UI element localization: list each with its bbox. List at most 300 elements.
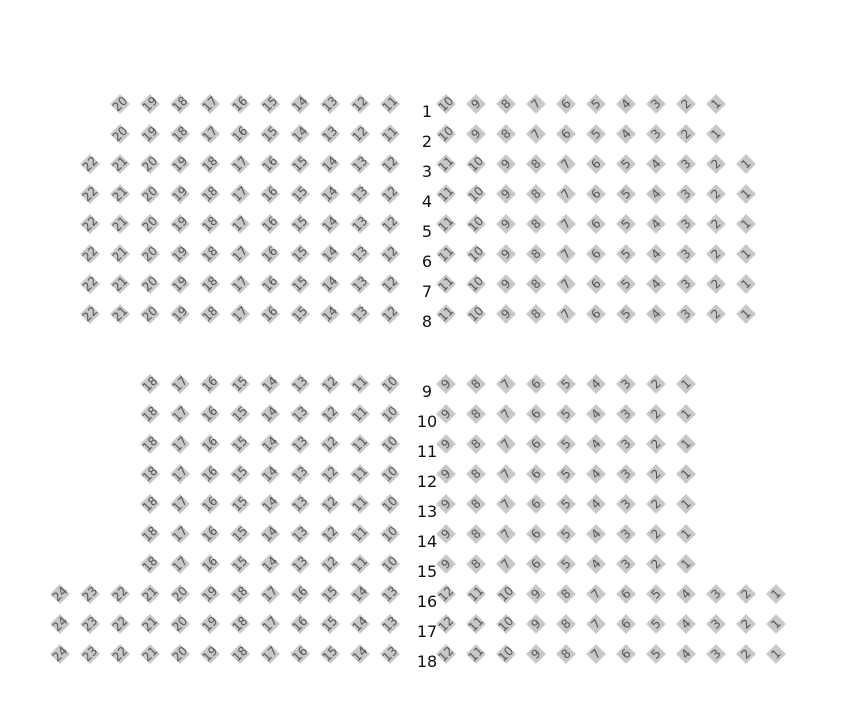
seat[interactable] [556, 214, 576, 234]
seat[interactable] [736, 614, 756, 634]
seat[interactable] [646, 524, 666, 544]
seat[interactable] [586, 184, 606, 204]
seat[interactable] [350, 124, 370, 144]
seat[interactable] [290, 554, 310, 574]
seat[interactable] [320, 404, 340, 424]
seat[interactable] [140, 184, 160, 204]
seat[interactable] [200, 124, 220, 144]
seat[interactable] [466, 434, 486, 454]
seat[interactable] [496, 404, 516, 424]
seat[interactable] [676, 554, 696, 574]
seat[interactable] [380, 214, 400, 234]
seat[interactable] [496, 184, 516, 204]
seat[interactable] [140, 614, 160, 634]
seat[interactable] [320, 464, 340, 484]
seat[interactable] [556, 304, 576, 324]
seat[interactable] [50, 584, 70, 604]
seat[interactable] [496, 274, 516, 294]
seat[interactable] [110, 94, 130, 114]
seat[interactable] [526, 94, 546, 114]
seat[interactable] [556, 464, 576, 484]
seat[interactable] [230, 644, 250, 664]
seat[interactable] [616, 94, 636, 114]
seat[interactable] [200, 94, 220, 114]
seat[interactable] [616, 374, 636, 394]
seat[interactable] [80, 274, 100, 294]
seat[interactable] [200, 304, 220, 324]
seat[interactable] [140, 584, 160, 604]
seat[interactable] [586, 374, 606, 394]
seat[interactable] [676, 124, 696, 144]
seat[interactable] [380, 584, 400, 604]
seat[interactable] [466, 614, 486, 634]
seat[interactable] [676, 154, 696, 174]
seat[interactable] [466, 124, 486, 144]
seat[interactable] [380, 494, 400, 514]
seat[interactable] [200, 244, 220, 264]
seat[interactable] [380, 374, 400, 394]
seat[interactable] [170, 524, 190, 544]
seat[interactable] [260, 464, 280, 484]
seat[interactable] [616, 614, 636, 634]
seat[interactable] [466, 554, 486, 574]
seat[interactable] [290, 154, 310, 174]
seat[interactable] [556, 584, 576, 604]
seat[interactable] [170, 154, 190, 174]
seat[interactable] [526, 244, 546, 264]
seat[interactable] [200, 524, 220, 544]
seat[interactable] [496, 494, 516, 514]
seat[interactable] [380, 184, 400, 204]
seat[interactable] [260, 524, 280, 544]
seat[interactable] [436, 644, 456, 664]
seat[interactable] [170, 464, 190, 484]
seat[interactable] [260, 584, 280, 604]
seat[interactable] [380, 554, 400, 574]
seat[interactable] [320, 554, 340, 574]
seat[interactable] [646, 214, 666, 234]
seat[interactable] [616, 124, 636, 144]
seat[interactable] [80, 584, 100, 604]
seat[interactable] [496, 614, 516, 634]
seat[interactable] [616, 524, 636, 544]
seat[interactable] [526, 434, 546, 454]
seat[interactable] [526, 554, 546, 574]
seat[interactable] [496, 304, 516, 324]
seat[interactable] [616, 214, 636, 234]
seat[interactable] [170, 124, 190, 144]
seat[interactable] [556, 274, 576, 294]
seat[interactable] [436, 184, 456, 204]
seat[interactable] [170, 434, 190, 454]
seat[interactable] [380, 524, 400, 544]
seat[interactable] [350, 524, 370, 544]
seat[interactable] [200, 554, 220, 574]
seat[interactable] [436, 434, 456, 454]
seat[interactable] [170, 584, 190, 604]
seat[interactable] [646, 434, 666, 454]
seat[interactable] [736, 304, 756, 324]
seat[interactable] [436, 154, 456, 174]
seat[interactable] [260, 214, 280, 234]
seat[interactable] [556, 434, 576, 454]
seat[interactable] [436, 584, 456, 604]
seat[interactable] [290, 304, 310, 324]
seat[interactable] [736, 274, 756, 294]
seat[interactable] [706, 584, 726, 604]
seat[interactable] [80, 184, 100, 204]
seat[interactable] [646, 464, 666, 484]
seat[interactable] [230, 124, 250, 144]
seat[interactable] [736, 244, 756, 264]
seat[interactable] [290, 274, 310, 294]
seat[interactable] [140, 274, 160, 294]
seat[interactable] [110, 244, 130, 264]
seat[interactable] [110, 304, 130, 324]
seat[interactable] [140, 374, 160, 394]
seat[interactable] [706, 124, 726, 144]
seat[interactable] [290, 494, 310, 514]
seat[interactable] [80, 304, 100, 324]
seat[interactable] [646, 644, 666, 664]
seat[interactable] [350, 614, 370, 634]
seat[interactable] [676, 184, 696, 204]
seat[interactable] [466, 404, 486, 424]
seat[interactable] [616, 494, 636, 514]
seat[interactable] [50, 644, 70, 664]
seat[interactable] [496, 464, 516, 484]
seat[interactable] [526, 184, 546, 204]
seat[interactable] [556, 374, 576, 394]
seat[interactable] [616, 464, 636, 484]
seat[interactable] [496, 244, 516, 264]
seat[interactable] [230, 154, 250, 174]
seat[interactable] [586, 154, 606, 174]
seat[interactable] [526, 214, 546, 234]
seat[interactable] [320, 244, 340, 264]
seat[interactable] [290, 184, 310, 204]
seat[interactable] [200, 464, 220, 484]
seat[interactable] [676, 644, 696, 664]
seat[interactable] [706, 244, 726, 264]
seat[interactable] [496, 214, 516, 234]
seat[interactable] [676, 304, 696, 324]
seat[interactable] [170, 404, 190, 424]
seat[interactable] [170, 244, 190, 264]
seat[interactable] [586, 434, 606, 454]
seat[interactable] [260, 184, 280, 204]
seat[interactable] [676, 614, 696, 634]
seat[interactable] [260, 554, 280, 574]
seat[interactable] [706, 614, 726, 634]
seat[interactable] [496, 434, 516, 454]
seat[interactable] [170, 304, 190, 324]
seat[interactable] [586, 214, 606, 234]
seat[interactable] [736, 644, 756, 664]
seat[interactable] [646, 374, 666, 394]
seat[interactable] [230, 494, 250, 514]
seat[interactable] [436, 464, 456, 484]
seat[interactable] [170, 494, 190, 514]
seat[interactable] [556, 524, 576, 544]
seat[interactable] [586, 614, 606, 634]
seat[interactable] [526, 124, 546, 144]
seat[interactable] [290, 464, 310, 484]
seat[interactable] [110, 154, 130, 174]
seat[interactable] [646, 94, 666, 114]
seat[interactable] [260, 124, 280, 144]
seat[interactable] [496, 154, 516, 174]
seat[interactable] [736, 214, 756, 234]
seat[interactable] [466, 584, 486, 604]
seat[interactable] [436, 554, 456, 574]
seat[interactable] [230, 214, 250, 234]
seat[interactable] [200, 184, 220, 204]
seat[interactable] [496, 554, 516, 574]
seat[interactable] [586, 464, 606, 484]
seat[interactable] [616, 244, 636, 264]
seat[interactable] [436, 304, 456, 324]
seat[interactable] [230, 184, 250, 204]
seat[interactable] [350, 464, 370, 484]
seat[interactable] [646, 554, 666, 574]
seat[interactable] [646, 584, 666, 604]
seat[interactable] [320, 94, 340, 114]
seat[interactable] [496, 124, 516, 144]
seat[interactable] [350, 154, 370, 174]
seat[interactable] [676, 584, 696, 604]
seat[interactable] [646, 154, 666, 174]
seat[interactable] [496, 374, 516, 394]
seat[interactable] [616, 304, 636, 324]
seat[interactable] [80, 614, 100, 634]
seat[interactable] [436, 404, 456, 424]
seat[interactable] [496, 524, 516, 544]
seat[interactable] [616, 404, 636, 424]
seat[interactable] [706, 184, 726, 204]
seat[interactable] [766, 584, 786, 604]
seat[interactable] [290, 644, 310, 664]
seat[interactable] [80, 154, 100, 174]
seat[interactable] [260, 154, 280, 174]
seat[interactable] [350, 374, 370, 394]
seat[interactable] [320, 374, 340, 394]
seat[interactable] [290, 94, 310, 114]
seat[interactable] [80, 214, 100, 234]
seat[interactable] [380, 274, 400, 294]
seat[interactable] [80, 644, 100, 664]
seat[interactable] [230, 554, 250, 574]
seat[interactable] [170, 94, 190, 114]
seat[interactable] [290, 434, 310, 454]
seat[interactable] [350, 184, 370, 204]
seat[interactable] [586, 404, 606, 424]
seat[interactable] [380, 404, 400, 424]
seat[interactable] [586, 644, 606, 664]
seat[interactable] [526, 304, 546, 324]
seat[interactable] [170, 214, 190, 234]
seat[interactable] [110, 124, 130, 144]
seat[interactable] [290, 404, 310, 424]
seat[interactable] [350, 304, 370, 324]
seat[interactable] [646, 274, 666, 294]
seat[interactable] [526, 464, 546, 484]
seat[interactable] [526, 404, 546, 424]
seat[interactable] [526, 154, 546, 174]
seat[interactable] [110, 584, 130, 604]
seat[interactable] [350, 434, 370, 454]
seat[interactable] [616, 644, 636, 664]
seat[interactable] [586, 554, 606, 574]
seat[interactable] [466, 304, 486, 324]
seat[interactable] [140, 124, 160, 144]
seat[interactable] [350, 404, 370, 424]
seat[interactable] [260, 94, 280, 114]
seat[interactable] [230, 404, 250, 424]
seat[interactable] [350, 94, 370, 114]
seat[interactable] [350, 644, 370, 664]
seat[interactable] [646, 404, 666, 424]
seat[interactable] [466, 154, 486, 174]
seat[interactable] [436, 614, 456, 634]
seat[interactable] [260, 374, 280, 394]
seat[interactable] [320, 524, 340, 544]
seat[interactable] [466, 244, 486, 264]
seat[interactable] [110, 614, 130, 634]
seat[interactable] [260, 494, 280, 514]
seat[interactable] [766, 614, 786, 634]
seat[interactable] [350, 554, 370, 574]
seat[interactable] [496, 644, 516, 664]
seat[interactable] [706, 154, 726, 174]
seat[interactable] [676, 494, 696, 514]
seat[interactable] [110, 644, 130, 664]
seat[interactable] [676, 244, 696, 264]
seat[interactable] [676, 404, 696, 424]
seat[interactable] [290, 214, 310, 234]
seat[interactable] [616, 434, 636, 454]
seat[interactable] [230, 434, 250, 454]
seat[interactable] [436, 244, 456, 264]
seat[interactable] [320, 184, 340, 204]
seat[interactable] [646, 494, 666, 514]
seat[interactable] [380, 614, 400, 634]
seat[interactable] [260, 644, 280, 664]
seat[interactable] [556, 404, 576, 424]
seat[interactable] [676, 524, 696, 544]
seat[interactable] [646, 614, 666, 634]
seat[interactable] [676, 374, 696, 394]
seat[interactable] [706, 304, 726, 324]
seat[interactable] [556, 494, 576, 514]
seat[interactable] [320, 124, 340, 144]
seat[interactable] [350, 214, 370, 234]
seat[interactable] [676, 214, 696, 234]
seat[interactable] [436, 274, 456, 294]
seat[interactable] [170, 274, 190, 294]
seat[interactable] [260, 434, 280, 454]
seat[interactable] [586, 124, 606, 144]
seat[interactable] [170, 374, 190, 394]
seat[interactable] [200, 614, 220, 634]
seat[interactable] [380, 644, 400, 664]
seat[interactable] [706, 274, 726, 294]
seat[interactable] [260, 274, 280, 294]
seat[interactable] [736, 584, 756, 604]
seat[interactable] [676, 274, 696, 294]
seat[interactable] [436, 374, 456, 394]
seat[interactable] [140, 304, 160, 324]
seat[interactable] [466, 274, 486, 294]
seat[interactable] [50, 614, 70, 634]
seat[interactable] [556, 154, 576, 174]
seat[interactable] [646, 184, 666, 204]
seat[interactable] [556, 614, 576, 634]
seat[interactable] [380, 154, 400, 174]
seat[interactable] [496, 584, 516, 604]
seat[interactable] [466, 494, 486, 514]
seat[interactable] [436, 214, 456, 234]
seat[interactable] [526, 644, 546, 664]
seat[interactable] [350, 244, 370, 264]
seat[interactable] [586, 304, 606, 324]
seat[interactable] [676, 434, 696, 454]
seat[interactable] [616, 554, 636, 574]
seat[interactable] [380, 124, 400, 144]
seat[interactable] [616, 584, 636, 604]
seat[interactable] [290, 524, 310, 544]
seat[interactable] [290, 374, 310, 394]
seat[interactable] [230, 464, 250, 484]
seat[interactable] [736, 154, 756, 174]
seat[interactable] [320, 214, 340, 234]
seat[interactable] [290, 584, 310, 604]
seat[interactable] [646, 304, 666, 324]
seat[interactable] [320, 614, 340, 634]
seat[interactable] [766, 644, 786, 664]
seat[interactable] [586, 244, 606, 264]
seat[interactable] [290, 244, 310, 264]
seat[interactable] [526, 274, 546, 294]
seat[interactable] [260, 404, 280, 424]
seat[interactable] [676, 464, 696, 484]
seat[interactable] [466, 644, 486, 664]
seat[interactable] [200, 494, 220, 514]
seat[interactable] [230, 274, 250, 294]
seat[interactable] [320, 154, 340, 174]
seat[interactable] [200, 584, 220, 604]
seat[interactable] [140, 214, 160, 234]
seat[interactable] [110, 214, 130, 234]
seat[interactable] [586, 274, 606, 294]
seat[interactable] [706, 214, 726, 234]
seat[interactable] [436, 94, 456, 114]
seat[interactable] [380, 304, 400, 324]
seat[interactable] [140, 94, 160, 114]
seat[interactable] [380, 244, 400, 264]
seat[interactable] [436, 494, 456, 514]
seat[interactable] [170, 554, 190, 574]
seat[interactable] [556, 554, 576, 574]
seat[interactable] [110, 274, 130, 294]
seat[interactable] [466, 464, 486, 484]
seat[interactable] [290, 614, 310, 634]
seat[interactable] [646, 124, 666, 144]
seat[interactable] [646, 244, 666, 264]
seat[interactable] [230, 614, 250, 634]
seat[interactable] [260, 614, 280, 634]
seat[interactable] [290, 124, 310, 144]
